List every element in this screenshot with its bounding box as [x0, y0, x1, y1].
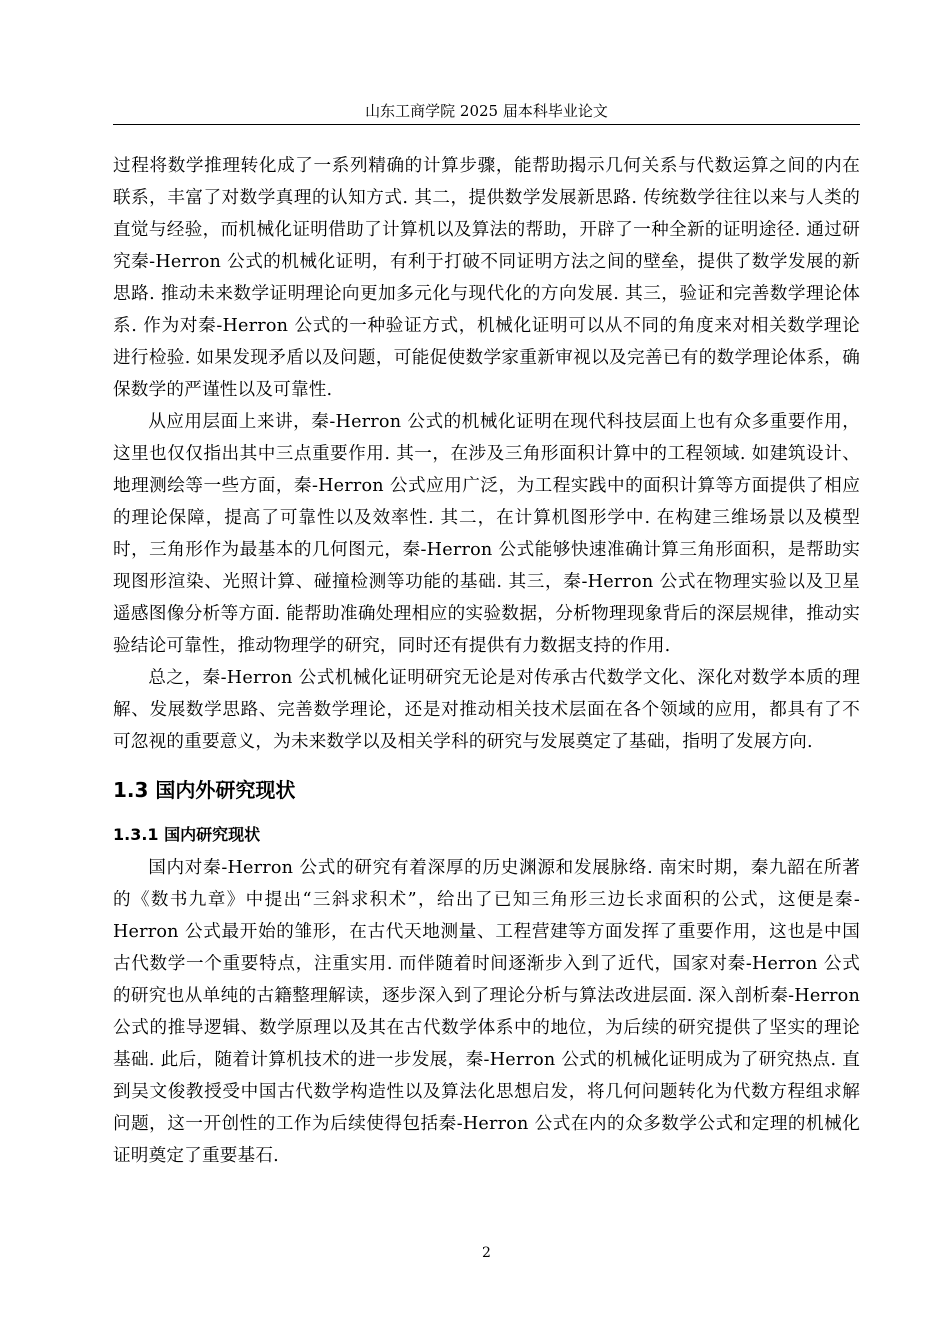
section-heading: 1.3 国内外研究现状	[113, 778, 296, 802]
header-rule	[113, 124, 860, 125]
running-header: 山东工商学院 2025 届本科毕业论文	[365, 102, 608, 120]
subsection-heading: 1.3.1 国内研究现状	[113, 825, 261, 844]
paragraph-summary: 总之，秦-Herron 公式机械化证明研究无论是对传承古代数学文化、深化对数学本质的理解、发展数学思路、完善数学理论，还是对推动相关技术层面在各个领域的应用，都具有了不可忽视的重要意义，为未来数学以及相关学科的研究与发展奠定了基础，指明了发展方向.	[113, 668, 860, 752]
paragraph-continued: 过程将数学推理转化成了一系列精确的计算步骤，能帮助揭示几何关系与代数运算之间的内在联系，丰富了对数学真理的认知方式. 其二，提供数学发展新思路. 传统数学往往以来与人类的直觉与经验，而机械化证明借助了计算机以及算法的帮助，开辟了一种全新的证明途径. 通过研究秦-Herron 公式的机械化证明，有利于打破不同证明方法之间的壁垒，提供了数学发展的新思路. 推动未来数学证明理论向更加多元化与现代化的方向发展. 其三，验证和完善数学理论体系. 作为对秦-Herron 公式的一种验证方式，机械化证明可以从不同的角度来对相关数学理论进行检验. 如果发现矛盾以及问题，可能促使数学家重新审视以及完善已有的数学理论体系，确保数学的严谨性以及可靠性.	[113, 156, 860, 400]
page-body	[113, 150, 860, 1172]
page-number: 2	[482, 1245, 491, 1261]
paragraph-domestic-research: 国内对秦-Herron 公式的研究有着深厚的历史渊源和发展脉络. 南宋时期，秦九韶在所著的《数书九章》中提出“三斜求积术”，给出了已知三角形三边长求面积的公式，这便是秦-Herron 公式最开始的雏形，在古代天地测量、工程营建等方面发挥了重要作用，这也是中国古代数学一个重要特点，注重实用. 而伴随着时间逐渐步入到了近代，国家对秦-Herron 公式的研究也从单纯的古籍整理解读，逐步深入到了理论分析与算法改进层面. 深入剖析秦-Herron 公式的推导逻辑、数学原理以及其在古代数学体系中的地位，为后续的研究提供了坚实的理论基础. 此后，随着计算机技术的进一步发展，秦-Herron 公式的机械化证明成为了研究热点. 直到吴文俊教授受中国古代数学构造性以及算法化思想启发，将几何问题转化为代数方程组求解问题，这一开创性的工作为后续使得包括秦-Herron 公式在内的众多数学公式和定理的机械化证明奠定了重要基石.	[113, 858, 860, 1166]
paragraph-applications: 从应用层面上来讲，秦-Herron 公式的机械化证明在现代科技层面上也有众多重要作用，这里也仅仅指出其中三点重要作用. 其一，在涉及三角形面积计算中的工程领域. 如建筑设计、地理测绘等一些方面，秦-Herron 公式应用广泛，为工程实践中的面积计算等方面提供了相应的理论保障，提高了可靠性以及效率性. 其二，在计算机图形学中. 在构建三维场景以及模型时，三角形作为最基本的几何图元，秦-Herron 公式能够快速准确计算三角形面积，是帮助实现图形渲染、光照计算、碰撞检测等功能的基础. 其三，秦-Herron 公式在物理实验以及卫星遥感图像分析等方面. 能帮助准确处理相应的实验数据，分析物理现象背后的深层规律，推动实验结论可靠性，推动物理学的研究，同时还有提供有力数据支持的作用.	[113, 412, 860, 656]
